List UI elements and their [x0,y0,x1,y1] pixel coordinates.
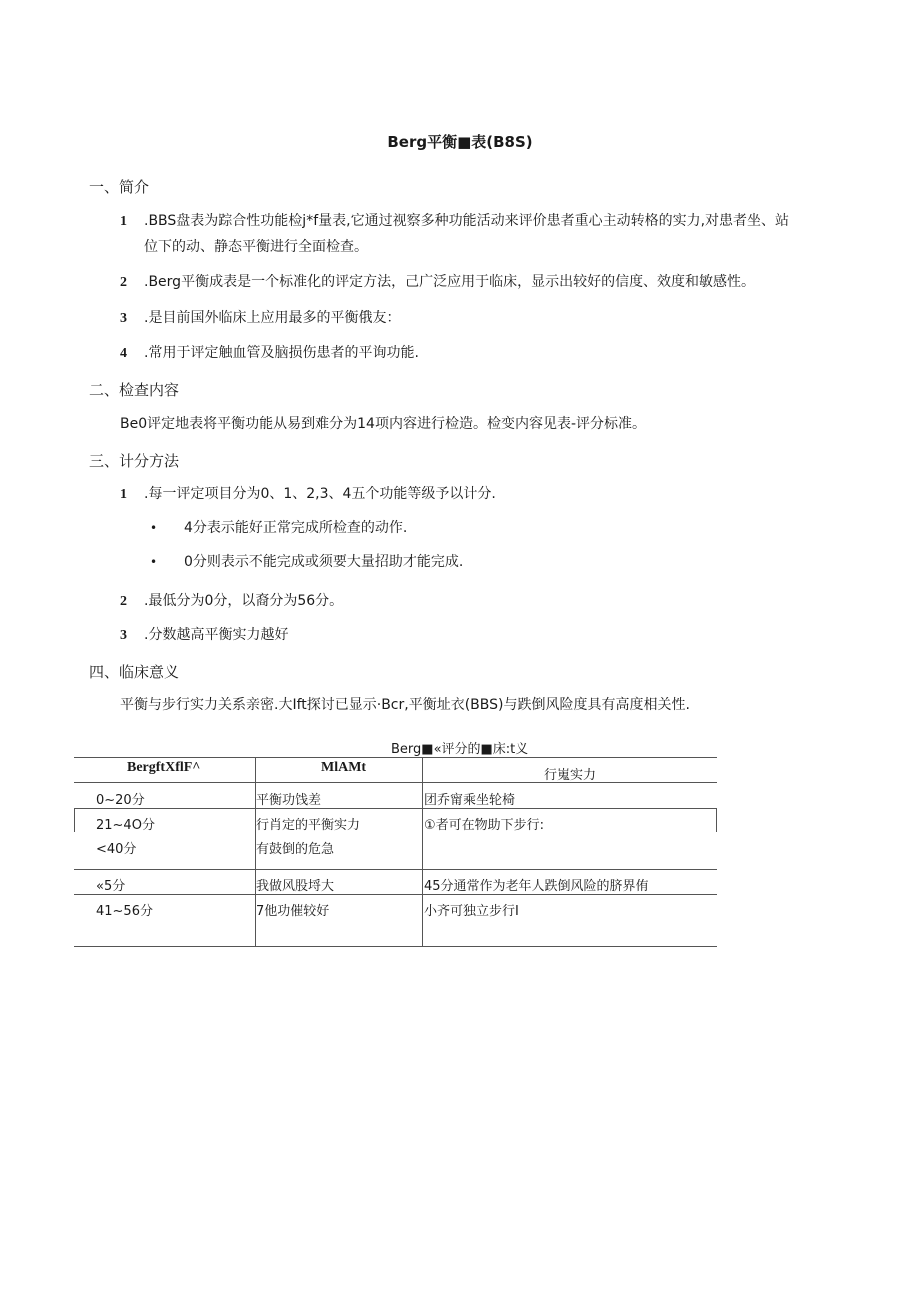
scoring-item-3 [120,623,288,648]
table-rule [74,782,717,783]
intro-item-3 [120,306,400,331]
table-header-walking: 行嵬实力 [544,768,597,783]
item-text: .每一评定项目分为0、1、2,3、4五个功能等级予以计分. [144,486,496,502]
table-cell: 41~56分 [96,904,153,919]
table-column-rule [422,757,423,946]
item-text: .Berg平衡成表是一个标准化的评定方法，己广泛应用于临床，显示出较好的信度、效度和敏感性。 [144,274,756,290]
intro-item-2 [120,270,755,295]
table-column-rule [74,808,75,832]
item-number: 1 [120,214,127,229]
table-cell: ①者可在物助下步行: [424,818,545,833]
section-heading-scoring: 三、计分方法 [89,452,180,470]
table-header-score: BergftXflF^ [127,760,201,775]
bullet-icon: • [150,555,158,569]
scoring-item-2 [120,589,343,614]
intro-item-1 [120,209,850,234]
table-rule [74,869,717,870]
table-cell: «5分 [96,879,126,894]
table-rule [74,894,717,895]
item-number: 2 [120,594,127,609]
table-cell: 有鼓倒的危急 [256,842,335,857]
page-title: Berg平衡■表(B8S) [387,133,533,151]
table-header-balance: MlAMt [321,760,367,775]
table-rule [74,808,717,809]
table-cell: 我做风股埒大 [256,879,335,894]
table-rule [74,757,717,758]
item-text: .BBS盘表为踪合性功能检j*f量表,它通过视察多种功能活动来评价患者重心主动转格的实力,对患者坐、站 [144,213,790,229]
table-caption: Berg■«评分的■床:t义 [391,742,529,757]
table-cell: 行肖定的平衡实力 [256,818,361,833]
table-cell: 0~20分 [96,793,145,808]
scoring-item-1 [120,482,496,507]
section-heading-intro: 一、简介 [89,178,150,196]
section-heading-content: 二、检查内容 [89,381,180,399]
item-text: .分数越高平衡实力越好 [144,627,289,643]
item-text: .常用于评定触血管及脑损伤患者的平询功能. [144,345,419,361]
section-heading-significance: 四、临床意义 [89,663,180,681]
table-cell: 7他功催较好 [256,904,330,919]
table-cell: 平衡功饯差 [256,793,322,808]
bullet-icon: • [150,521,158,535]
item-number: 2 [120,275,127,290]
table-rule [74,946,717,947]
table-cell: 21~4O分 [96,818,155,833]
item-number: 4 [120,346,127,361]
item-number: 3 [120,311,127,326]
table-cell: 小齐可独立步行I [424,904,519,919]
item-text: .最低分为0分，以裔分为56分。 [144,593,344,609]
scoring-bullet-1: 4分表示能好正常完成所检查的动作. [184,520,408,536]
item-number: 1 [120,487,127,502]
content-paragraph: Be0评定地表将平衡功能从易到难分为14项内容进行检造。检变内容见表-评分标准。 [120,416,646,432]
clinical-significance-table [74,757,717,947]
table-cell: 45分通常作为老年人跌倒风险的脐界侑 [424,879,649,894]
table-column-rule [716,808,717,832]
intro-item-4 [120,341,419,366]
significance-paragraph: 平衡与步行实力关系亲密.大Ift探讨已显示·Bcr,平衡址衣(BBS)与跌倒风险度具有高度相关性. [120,697,690,713]
table-cell: 团乔甯乘坐轮椅 [424,793,516,808]
item-text: .是目前国外临床上应用最多的平衡俄友： [144,310,401,326]
intro-item-1-continuation: 位下的动、静态平衡进行全面检查。 [144,239,368,255]
table-cell: <40分 [96,842,137,857]
item-number: 3 [120,628,127,643]
scoring-bullet-2: 0分则表示不能完成或须要大量招助才能完成. [184,554,464,570]
